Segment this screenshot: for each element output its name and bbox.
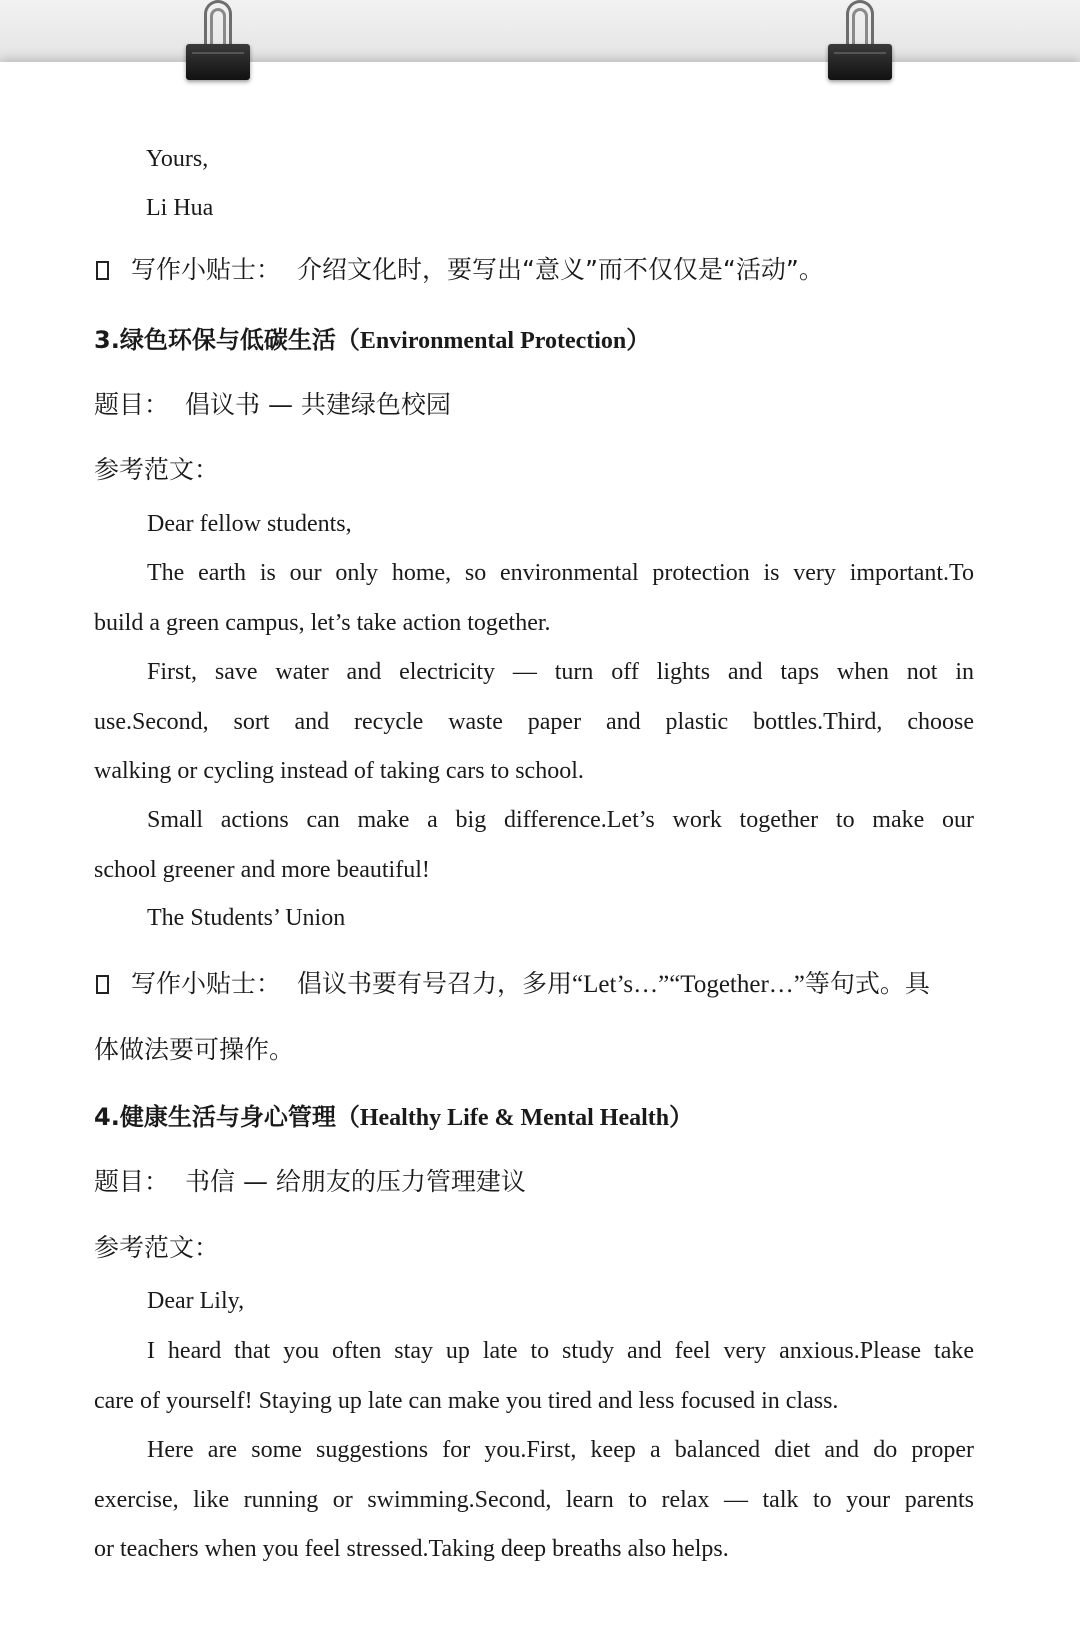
topic-line	[94, 385, 974, 421]
paragraph-line: or teachers when you feel stressed.Taking deep breaths also helps.	[94, 1536, 729, 1562]
paragraph-line: care of yourself! Staying up late can make you tired and less focused in class.	[94, 1387, 839, 1414]
paragraph-line: Here are some suggestions for you.First, keep a balanced diet and do proper	[147, 1437, 974, 1463]
letter-paragraph	[94, 549, 974, 648]
writing-tip	[94, 964, 974, 1000]
topic-label: 题目：	[94, 1167, 170, 1196]
tip-text: 介绍文化时，要写出“意义”而不仅仅是“活动”。	[297, 255, 824, 284]
heading-en: Healthy Life & Mental Health	[359, 1105, 670, 1131]
section-heading	[94, 1097, 974, 1132]
paragraph-line: exercise, like running or swimming.Second, learn to relax — talk to your parents	[94, 1486, 974, 1513]
paragraph-line: First, save water and electricity — turn off lights and taps when not in	[147, 659, 974, 685]
paragraph-line: walking or cycling instead of taking cars to school.	[94, 758, 584, 784]
reference-label: 参考范文：	[94, 1233, 220, 1262]
binder-clip-icon	[186, 0, 250, 82]
paragraph-line: The earth is our only home, so environmental protection is very important.To	[147, 560, 974, 586]
topic-line	[94, 1162, 974, 1198]
letter-paragraph	[94, 1327, 974, 1426]
letter-signature: The Students’ Union	[147, 905, 346, 931]
topic-label: 题目：	[94, 390, 170, 419]
topic-text: 倡议书 — 共建绿色校园	[185, 390, 451, 419]
backdrop	[0, 0, 1080, 70]
paragraph-line: build a green campus, let’s take action together.	[94, 609, 551, 636]
heading-end: ）	[626, 326, 651, 354]
binder-clip-icon	[828, 0, 892, 82]
reference-label: 参考范文：	[94, 455, 220, 484]
heading-zh: 4.健康生活与身心管理（	[94, 1103, 360, 1131]
checkbox-icon	[96, 975, 109, 994]
paragraph-line: Small actions can make a big difference.Let’s work together to make our	[147, 807, 974, 833]
letter-paragraph	[94, 1426, 974, 1575]
section-heading	[94, 320, 974, 355]
tip-label: 写作小贴士：	[131, 255, 282, 284]
paragraph-line: I heard that you often stay up late to study and feel very anxious.Please take	[147, 1338, 974, 1364]
tip-example: “Let’s…”“Together…”	[572, 971, 805, 998]
topic-text: 书信 — 给朋友的压力管理建议	[185, 1167, 526, 1196]
checkbox-icon	[96, 261, 109, 280]
paragraph-line: school greener and more beautiful!	[94, 856, 430, 883]
heading-zh: 3.绿色环保与低碳生活（	[94, 326, 360, 354]
tip-label: 写作小贴士：	[131, 969, 282, 998]
closing-name: Li Hua	[146, 195, 214, 221]
letter-greeting: Dear fellow students,	[147, 511, 352, 537]
letter-greeting: Dear Lily,	[147, 1288, 245, 1314]
heading-en: Environmental Protection	[359, 328, 627, 354]
heading-end: ）	[669, 1103, 694, 1131]
letter-paragraph	[94, 648, 974, 797]
closing-salutation: Yours,	[146, 146, 209, 172]
tip-text: 等句式。具	[804, 969, 930, 998]
tip-continued: 体做法要可操作。	[94, 1035, 295, 1064]
paragraph-line: use.Second, sort and recycle waste paper and plastic bottles.Third, choose	[94, 708, 974, 735]
letter-paragraph	[94, 796, 974, 895]
tip-text: 倡议书要有号召力，多用	[297, 969, 573, 998]
writing-tip	[94, 250, 974, 286]
